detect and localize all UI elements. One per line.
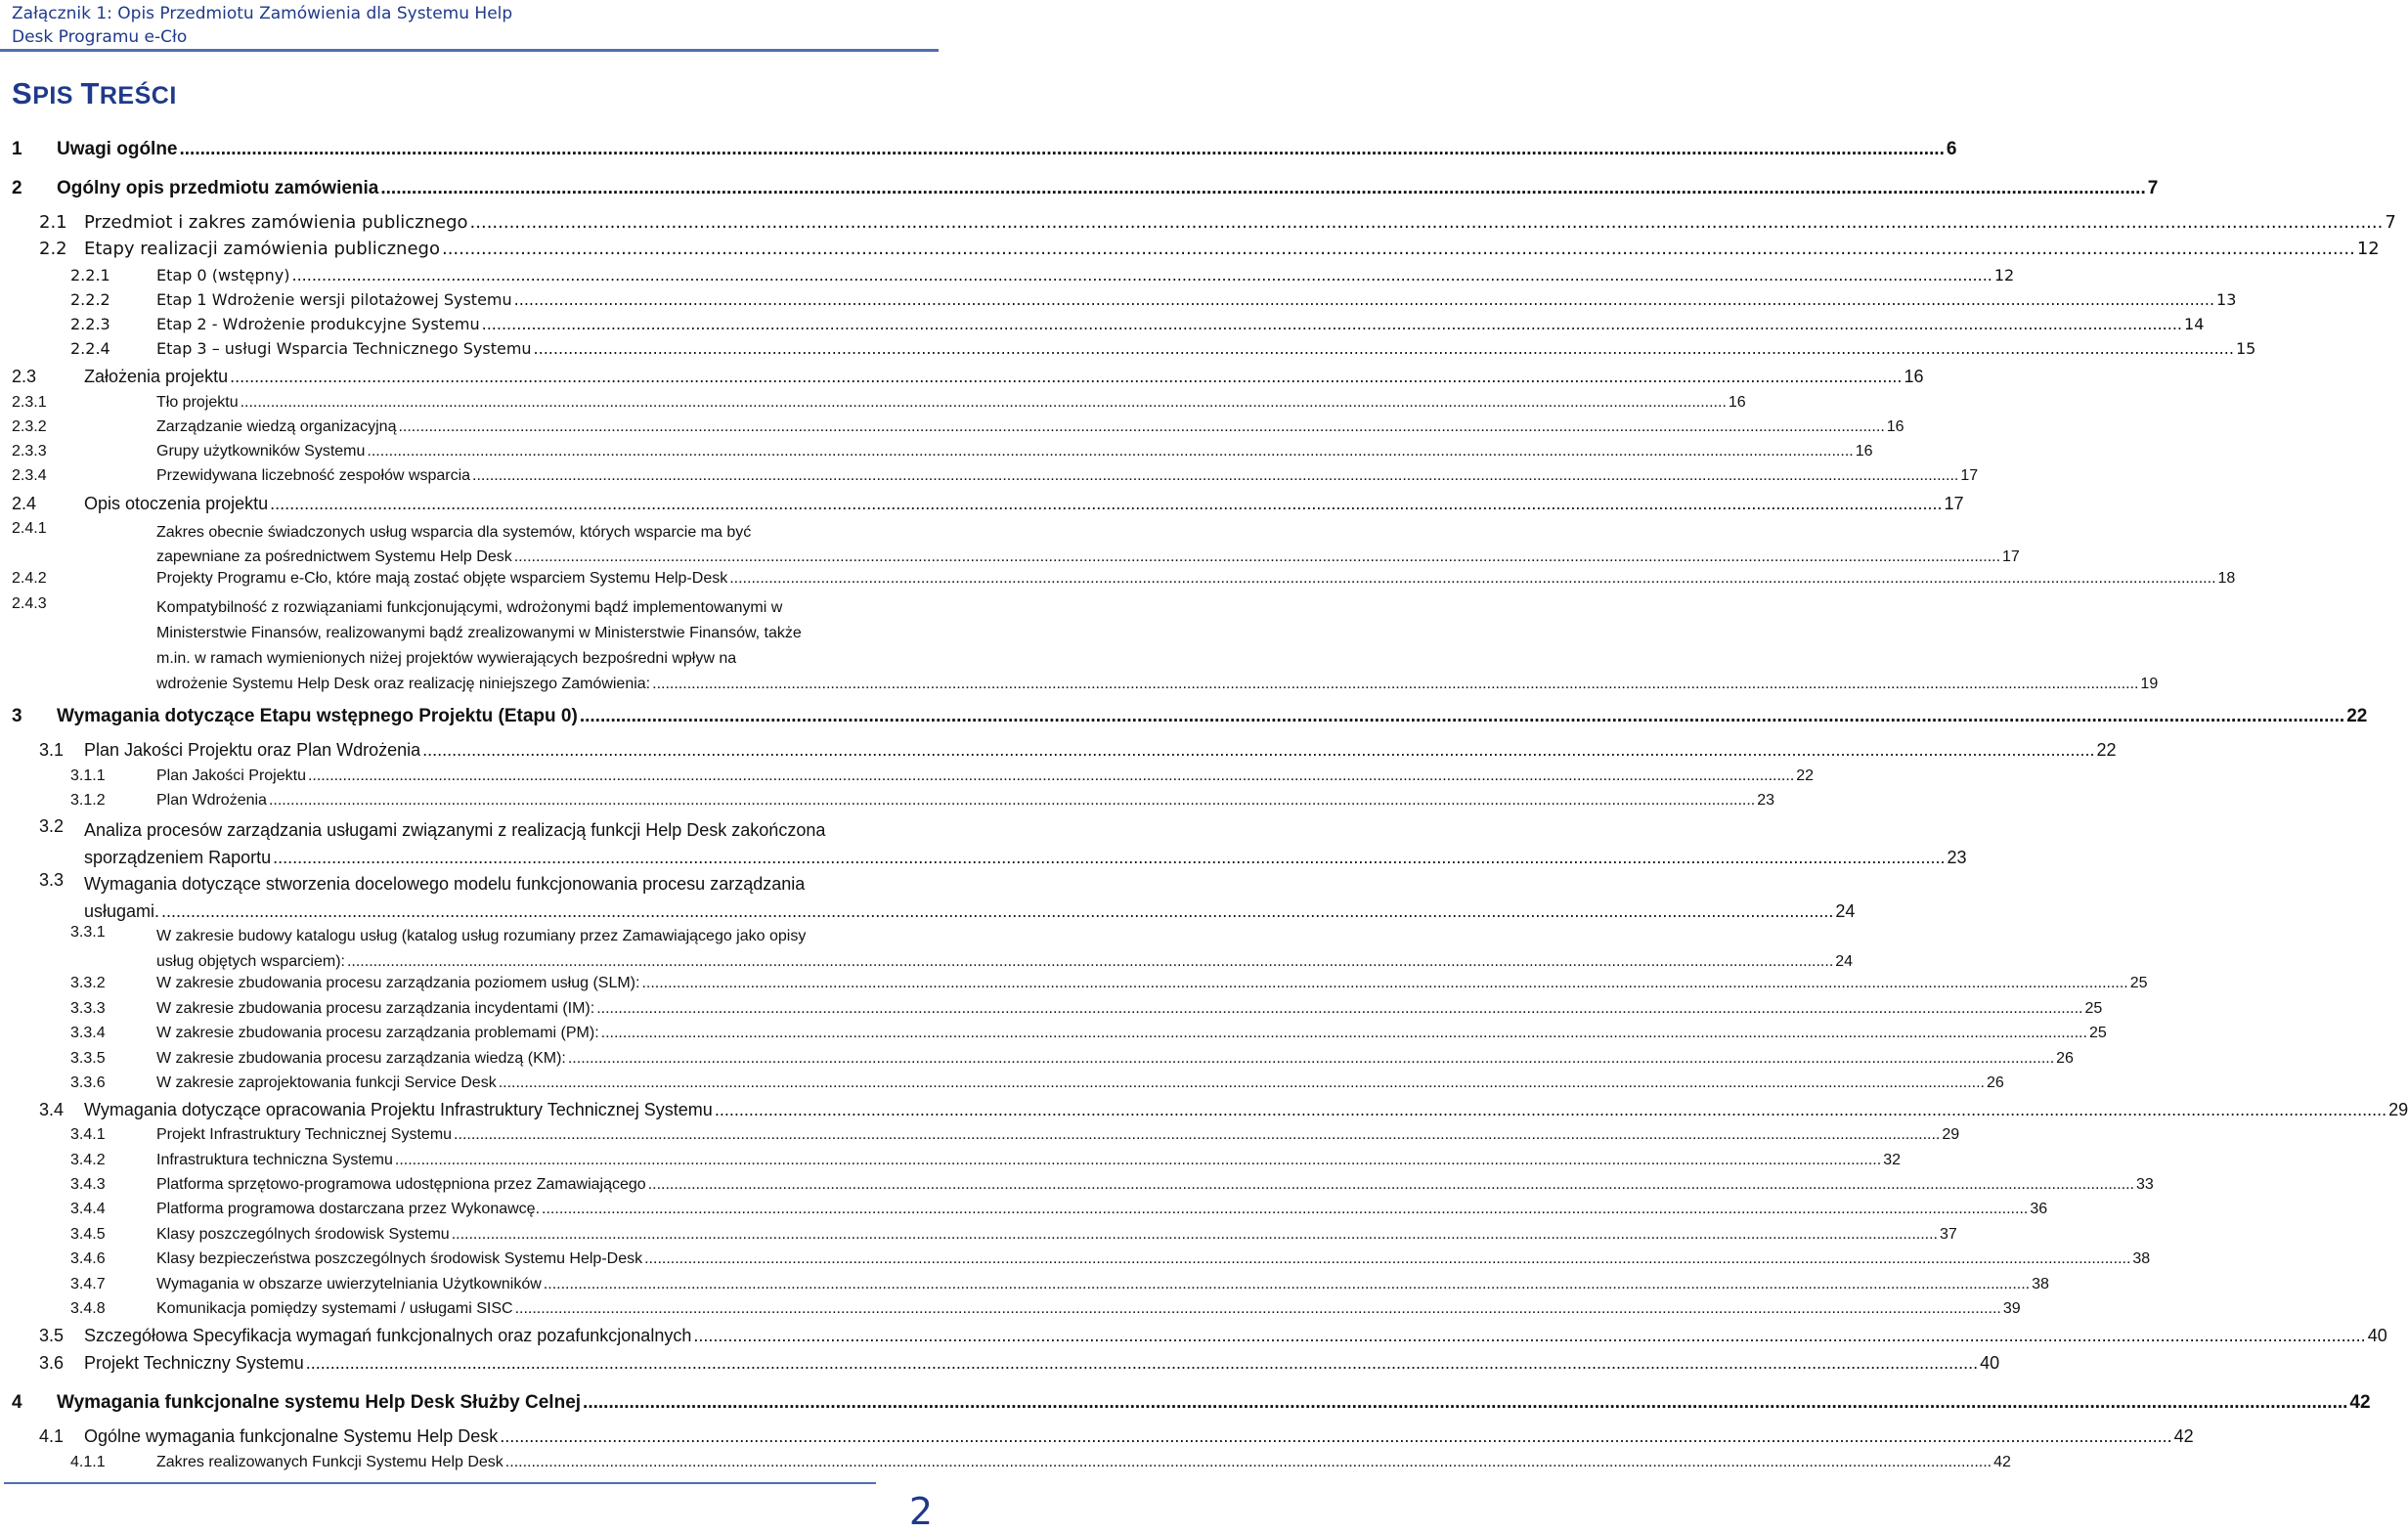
toc-number: 2.2.3 [70,315,110,333]
page-number: 2 [908,1490,933,1533]
toc-page: 23 [1947,848,1967,867]
toc-number: 2.2 [39,239,67,259]
toc-text: Wymagania dotyczące Etapu wstępnego Projektu (Etapu 0) [57,706,578,726]
toc-entry[interactable] [12,394,1746,412]
toc-entry[interactable] [39,212,2396,233]
toc-page: 22 [2346,706,2368,726]
toc-page: 17 [1944,494,1964,513]
toc-text: Infrastruktura techniczna Systemu [156,1152,393,1168]
toc-text: Klasy poszczególnych środowisk Systemu [156,1226,450,1243]
toc-text-line: W zakresie budowy katalogu usług (katalog usług rozumiany przez Zamawiającego jako opisy [156,928,807,944]
toc-page: 22 [1796,767,1815,784]
toc-entry[interactable] [70,767,1815,785]
toc-number: 1 [12,139,22,159]
toc-text-line: Wymagania dotyczące stworzenia docelowego modelu funkcjonowania procesu zarządzania [84,874,806,894]
toc-entry[interactable] [70,1000,2103,1018]
toc-number: 2.2.4 [70,339,110,358]
toc-number: 3.3.6 [70,1074,106,1091]
toc-text: Założenia projektu [84,367,229,386]
toc-page: 12 [2356,239,2380,259]
toc-page: 26 [1986,1074,2004,1091]
toc-text: Etap 3 – usługi Wsparcia Technicznego Systemu [156,339,532,358]
toc-page: 29 [1942,1126,1960,1143]
toc-entry[interactable] [70,1152,1901,1169]
toc-page: 26 [2056,1050,2074,1067]
toc-page: 16 [1886,418,1905,435]
toc-entry[interactable] [70,924,1854,975]
toc-text: W zakresie zaprojektowania funkcji Service Desk [156,1074,497,1091]
toc-page: 24 [1835,953,1854,970]
toc-number: 2.4 [12,494,37,513]
toc-entry[interactable] [70,315,2205,333]
toc-number: 2.2.2 [70,290,110,309]
toc-page: 22 [2096,740,2117,760]
toc-text: Projekty Programu e-Cło, które mają zostać objęte wsparciem Systemu Help-Desk [156,570,728,587]
toc-text: Opis otoczenia projektu [84,494,269,513]
toc-text-line: Kompatybilność z rozwiązaniami funkcjonującymi, wdrożonymi bądź implementowanymi w [156,599,783,616]
toc-number: 2.4.2 [12,570,47,587]
toc-page: 15 [2235,339,2256,358]
toc-text: W zakresie zbudowania procesu zarządzania poziomem usług (SLM): [156,975,640,991]
toc-page: 12 [1993,266,2015,285]
toc-text: Projekt Techniczny Systemu [84,1353,304,1373]
toc-text: sporządzeniem Raportu [84,848,272,867]
toc-number: 2.2.1 [70,266,110,285]
toc-page: 16 [1728,394,1746,411]
toc-text: zapewniane za pośrednictwem Systemu Help Desk [156,548,512,565]
toc-entry[interactable] [70,1276,2049,1293]
toc-page: 6 [1946,139,1957,159]
toc-text: usług objętych wsparciem): [156,953,345,970]
toc-text: Etap 2 - Wdrożenie produkcyjne Systemu [156,315,480,333]
toc-number: 3.4.6 [70,1250,106,1267]
toc-number: 2.3.3 [12,443,47,460]
toc-text: Zakres realizowanych Funkcji Systemu Help Desk [156,1454,503,1470]
toc-page: 42 [2173,1426,2194,1446]
toc-page: 40 [2367,1326,2387,1345]
toc-title: SPIS TREŚCI [12,76,177,110]
toc-entry[interactable] [12,418,1905,436]
toc-entry[interactable] [12,139,1957,160]
toc-entry[interactable] [12,494,1964,514]
toc-page: 13 [2216,290,2237,309]
toc-text: Ogólny opis przedmiotu zamówienia [57,178,379,198]
toc-page: 38 [2132,1250,2151,1267]
toc-entry[interactable] [70,1250,2151,1268]
header-rule [0,49,939,52]
toc-number: 3.3.2 [70,975,106,991]
toc-entry[interactable] [12,1392,2371,1414]
toc-entry[interactable] [39,1353,2000,1374]
toc-text: W zakresie zbudowania procesu zarządzania problemami (PM): [156,1025,599,1041]
toc-text-line: Zakres obecnie świadczonych usług wsparcia dla systemów, których wsparcie ma być [156,524,752,541]
toc-text: Przewidywana liczebność zespołów wsparcia [156,467,471,484]
toc-page: 42 [2349,1392,2371,1413]
toc-number: 2.3 [12,367,37,386]
toc-number: 3.4.3 [70,1176,106,1193]
toc-page: 32 [1883,1152,1901,1168]
toc-number: 3.4.7 [70,1276,106,1292]
toc-text: Komunikacja pomiędzy systemami / usługami SISC [156,1300,513,1317]
toc-entry[interactable] [70,1050,2074,1068]
toc-entry[interactable] [39,870,1856,925]
toc-entry[interactable] [70,1201,2048,1218]
toc-entry[interactable] [12,520,2020,569]
toc-page: 7 [2147,178,2159,198]
toc-number: 2.3.1 [12,394,47,411]
toc-page: 42 [1993,1454,2011,1470]
toc-page: 38 [2032,1276,2049,1292]
toc-text: Wymagania dotyczące opracowania Projektu Infrastruktury Technicznej Systemu [84,1100,713,1119]
toc-page: 24 [1835,901,1856,921]
toc-number: 3.4.1 [70,1126,106,1143]
toc-text: Przedmiot i zakres zamówienia publicznego [84,212,468,233]
footer-rule [4,1482,876,1484]
toc-page: 19 [2140,676,2159,692]
toc-text: Platforma sprzętowo-programowa udostępniona przez Zamawiającego [156,1176,646,1193]
toc-text: wdrożenie Systemu Help Desk oraz realizację niniejszego Zamówienia: [156,676,651,692]
toc-entry[interactable] [12,595,2159,697]
toc-number: 3.3.5 [70,1050,106,1067]
toc-entry[interactable] [39,1100,2408,1120]
toc-entry[interactable] [39,1426,2194,1447]
toc-page: 29 [2388,1100,2408,1119]
toc-page: 17 [2002,548,2020,565]
toc-text: Projekt Infrastruktury Technicznej Systemu [156,1126,453,1143]
toc-text: Etap 0 (wstępny) [156,266,290,285]
toc-number: 3.1.1 [70,767,106,784]
toc-page: 40 [1980,1353,2000,1373]
toc-text: Etap 1 Wdrożenie wersji pilotażowej Systemu [156,290,512,309]
toc-text: Plan Jakości Projektu oraz Plan Wdrożenia [84,740,421,760]
toc-page: 23 [1757,792,1775,809]
toc-number: 3.1 [39,740,65,760]
toc-text: Tło projektu [156,394,239,411]
toc-text: Grupy użytkowników Systemu [156,443,366,460]
toc-number: 3.4.8 [70,1300,106,1317]
toc-page: 36 [2030,1201,2048,1217]
toc-text: Plan Wdrożenia [156,792,267,809]
toc-text: Wymagania funkcjonalne systemu Help Desk Służby Celnej [57,1392,582,1413]
toc-entry[interactable] [12,367,1924,387]
toc-page: 17 [1960,467,1979,484]
toc-text-line: m.in. w ramach wymienionych niżej projektów wywierających bezpośredni wpływ na [156,650,737,667]
toc-number: 3.6 [39,1353,65,1373]
toc-entry[interactable] [70,975,2148,992]
toc-entry[interactable] [39,1326,2387,1346]
toc-entry[interactable] [12,178,2159,199]
toc-text-line: Ministerstwie Finansów, realizowanymi bądź zrealizowanymi w Ministerstwie Finansów, także [156,625,802,641]
toc-entry[interactable] [12,570,2236,588]
toc-page: 16 [1904,367,1924,386]
toc-entry[interactable] [70,266,2015,285]
toc-page: 18 [2217,570,2236,587]
toc-page: 33 [2136,1176,2154,1193]
toc-number: 2.4.1 [12,520,47,537]
toc-entry[interactable] [70,1176,2154,1194]
toc-entry[interactable] [70,339,2256,358]
toc-text: Ogólne wymagania funkcjonalne Systemu Help Desk [84,1426,499,1446]
toc-page: 14 [2184,315,2205,333]
toc-entry[interactable] [70,1126,1960,1144]
toc-text-line: Analiza procesów zarządzania usługami związanymi z realizacją funkcji Help Desk zakończona [84,820,826,840]
toc-entry[interactable] [70,792,1775,810]
toc-entry[interactable] [39,740,2117,761]
toc-entry[interactable] [12,706,2368,727]
toc-text: Plan Jakości Projektu [156,767,306,784]
toc-number: 2.3.4 [12,467,47,484]
toc-number: 3.4.2 [70,1152,106,1168]
toc-entry[interactable] [70,1300,2021,1318]
toc-entry[interactable] [70,1025,2107,1042]
toc-entry[interactable] [12,443,1873,460]
toc-entry[interactable] [70,1074,2004,1092]
toc-entry[interactable] [39,239,2380,259]
toc-page: 25 [2088,1025,2107,1041]
toc-page: 37 [1939,1226,1957,1243]
toc-text: Wymagania w obszarze uwierzytelniania Użytkowników [156,1276,542,1292]
header-line-2: Desk Programu e-Cło [12,27,188,47]
toc-entry[interactable] [70,1226,1957,1244]
toc-number: 2.4.3 [12,595,47,612]
toc-text: Platforma programowa dostarczana przez Wykonawcę. [156,1201,541,1217]
toc-text: W zakresie zbudowania procesu zarządzania wiedzą (KM): [156,1050,566,1067]
toc-number: 3.2 [39,816,65,836]
document-header [12,2,892,49]
toc-entry[interactable] [39,816,1967,871]
toc-number: 3.3 [39,870,65,890]
toc-page: 39 [2002,1300,2021,1317]
toc-number: 3.3.1 [70,924,106,941]
toc-page: 25 [2084,1000,2103,1017]
toc-number: 4 [12,1392,22,1413]
toc-number: 3.1.2 [70,792,106,809]
toc-number: 2.3.2 [12,418,47,435]
toc-page: 25 [2129,975,2148,991]
toc-text: usługami. [84,901,160,921]
toc-text: Szczegółowa Specyfikacja wymagań funkcjonalnych oraz pozafunkcjonalnych [84,1326,692,1345]
toc-number: 2.1 [39,212,67,233]
toc-number: 3.3.3 [70,1000,106,1017]
toc-number: 2 [12,178,22,198]
toc-text: Zarządzanie wiedzą organizacyjną [156,418,397,435]
toc-page: 7 [2385,212,2396,233]
toc-page: 16 [1855,443,1873,460]
toc-number: 4.1 [39,1426,65,1446]
toc-number: 3.4.5 [70,1226,106,1243]
toc-text: Klasy bezpieczeństwa poszczególnych środowisk Systemu Help-Desk [156,1250,643,1267]
toc-entry[interactable] [12,467,1979,485]
toc-number: 3.3.4 [70,1025,106,1041]
toc-number: 3.4.4 [70,1201,106,1217]
toc-number: 3.5 [39,1326,65,1345]
toc-entry[interactable] [70,1454,2011,1471]
header-line-1: Załącznik 1: Opis Przedmiotu Zamówienia dla Systemu Help [12,4,513,23]
toc-entry[interactable] [70,290,2237,309]
toc-number: 3 [12,706,22,726]
toc-text: Etapy realizacji zamówienia publicznego [84,239,440,259]
toc-number: 4.1.1 [70,1454,106,1470]
toc-text: W zakresie zbudowania procesu zarządzania incydentami (IM): [156,1000,595,1017]
toc-number: 3.4 [39,1100,65,1119]
toc-text: Uwagi ogólne [57,139,178,159]
